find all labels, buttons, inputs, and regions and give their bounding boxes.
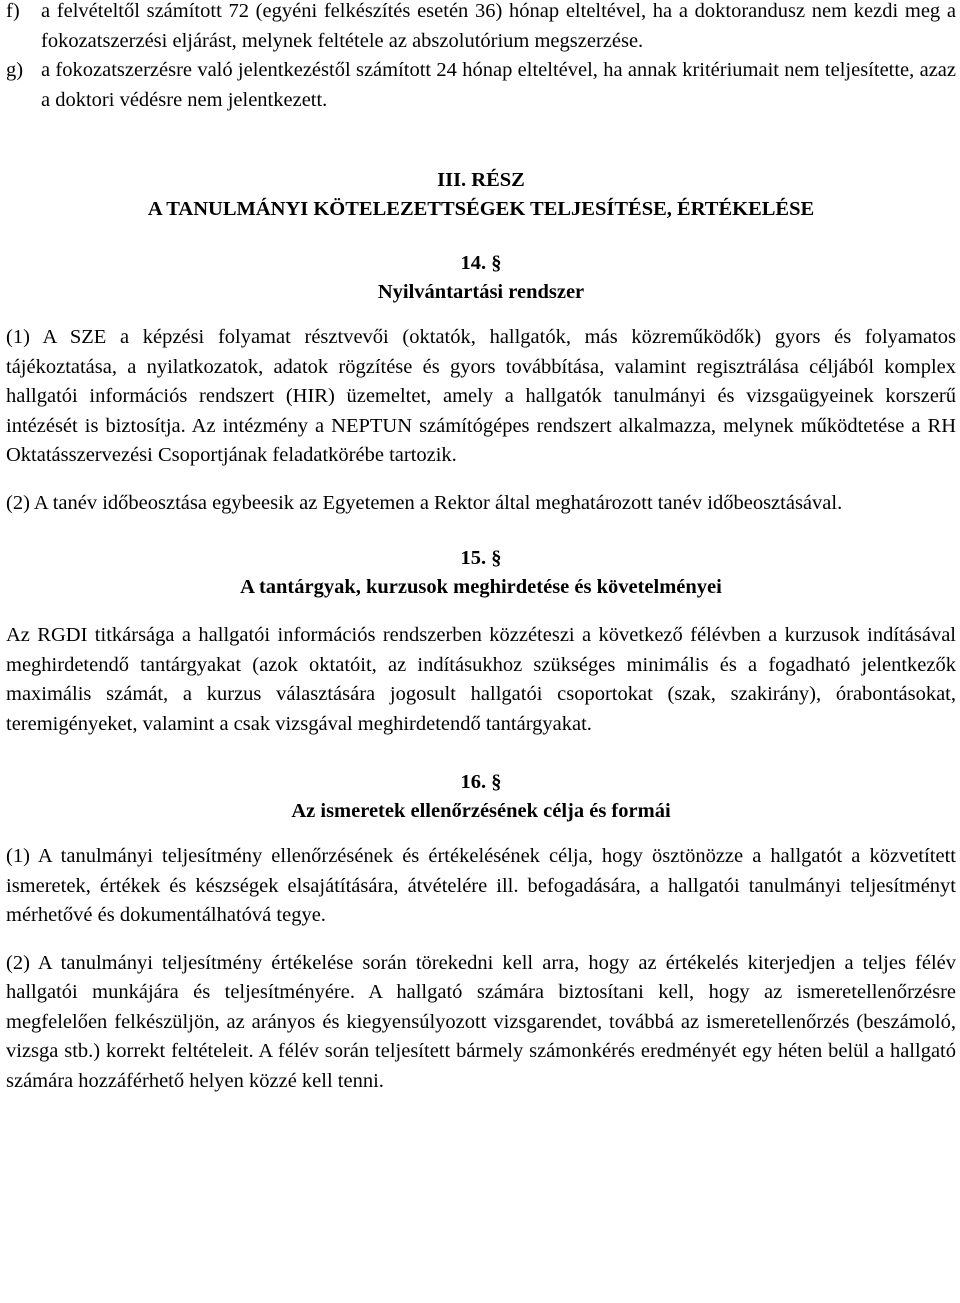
list-item-g (6, 56, 956, 115)
list-item-text: a fokozatszerzésre való jelentkezéstől számított 24 hónap elteltével, ha annak kritériumait nem teljesítette, azaz a doktori védésre nem jelentkezett. (41, 59, 956, 111)
section-paragraph: (1) A tanulmányi teljesítmény ellenőrzésének és értékelésének célja, hogy ösztönözze a hallgatót a közvetített ismeretek, értékek és készségek elsajátítására, átvételére ill. befogadására, a hallgatói tanulmányi teljesítményt mérhetővé és dokumentálhatóvá tegye. (6, 845, 956, 926)
list-marker: g) (6, 59, 24, 81)
document-page (6, 0, 956, 1096)
section-paragraph: (2) A tanulmányi teljesítmény értékelése során törekedni kell arra, hogy az értékelés kiterjedjen a teljes félév hallgatói munkájára és teljesítményére. A hallgató számára biztosítani kell, hogy az ismeretellenőrzésre megfelelően felkészüljön, az arányos és kiegyensúlyozott vizsgarendet, továbbá az ismeretellenőrzés (beszámoló, vizsga stb.) korrekt feltételeit. A félév során teljesített bármely számonkérés eredményét egy héten belül a hallgató számára hozzáférhető helyen közzé kell tenni. (6, 951, 956, 1092)
section-title: A tantárgyak, kurzusok meghirdetése és követelményei (240, 576, 722, 598)
section-number: 15. § (460, 547, 502, 569)
section-paragraph: (2) A tanév időbeosztása egybeesik az Egyetemen a Rektor által meghatározott tanév időbeosztásával. (6, 491, 843, 514)
section-paragraph: Az RGDI titkársága a hallgatói információs rendszerben közzéteszi a következő félévben a kurzusok indításával meghirdetendő tantárgyakat (azok oktatóit, az indításukhoz szükséges minimális és a fogadható jelentkezők maximális számát, a kurzus választására jogosult hallgatói csoportokat (szak, szakirány), órabontásokat, teremigényeket, valamint a csak vizsgával meghirdetendő tantárgyakat. (6, 624, 956, 735)
part-number: III. RÉSZ (437, 169, 525, 191)
section-number: 16. § (460, 771, 502, 793)
section-title: Az ismeretek ellenőrzésének célja és formái (291, 800, 671, 822)
section-number: 14. § (460, 252, 502, 274)
list-item-text: a felvételtől számított 72 (egyéni felkészítés esetén 36) hónap elteltével, ha a doktorandusz nem kezdi meg a fokozatszerzési eljárást, melynek feltétele az abszolutórium megszerzése. (41, 0, 956, 52)
list-item-f (6, 0, 956, 56)
section-paragraph: (1) A SZE a képzési folyamat résztvevői (oktatók, hallgatók, más közreműködők) gyors és folyamatos tájékoztatása, a nyilatkozatok, adatok rögzítése és gyors továbbítása, valamint regisztrálása céljából komplex hallgatói információs rendszert (HIR) üzemeltet, amely a hallgatók tanulmányi és vizsgaügyeinek korszerű intézését is biztosítja. Az intézmény a NEPTUN számítógépes rendszert alkalmazza, melynek működtetése a RH Oktatásszervezési Csoportjának feladatkörébe tartozik. (6, 326, 956, 466)
part-title: A TANULMÁNYI KÖTELEZETTSÉGEK TELJESÍTÉSE, ÉRTÉKELÉSE (147, 198, 815, 220)
section-title: Nyilvántartási rendszer (377, 281, 585, 303)
list-marker: f) (6, 0, 20, 22)
